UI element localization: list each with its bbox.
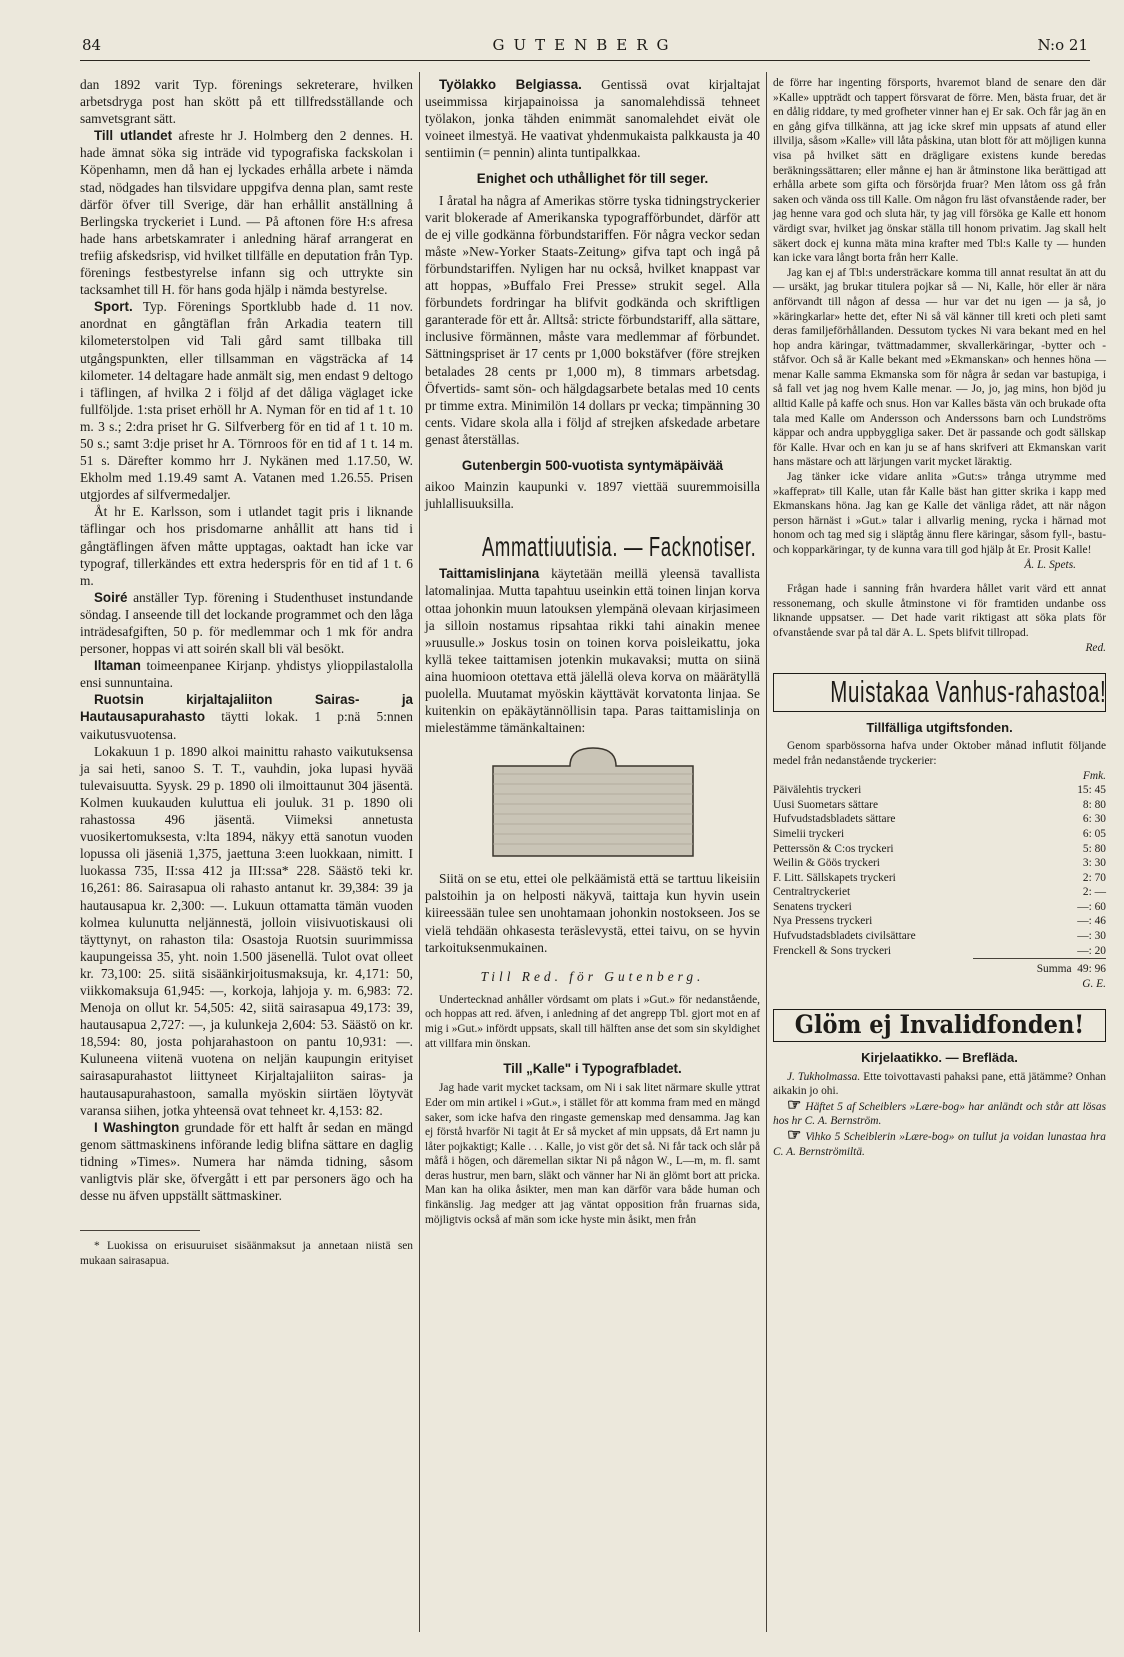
fund-amount: —: 30: [1077, 930, 1106, 943]
editor-signature: Red.: [1085, 641, 1106, 654]
article-heading: Sport.: [94, 299, 133, 315]
column-rule: [766, 72, 767, 1632]
fund-row: [773, 842, 1106, 857]
letterbox-heading: Kirjelaatikko. — Brefläda.: [861, 1050, 1018, 1066]
article-text: Työlakko Belgiassa. Gentissä ovat kirjaltajat useimmissa kirjapainoissa ja sanomalehdissä tehneet työlakon, jonka tähden enimmät sanomalehdet eivät ole voineet ilmestyä. He vaativat yhdenmukaista palkkausta ja 40 sentiimin (= pennin) alinta tuntipalkkaa.: [425, 77, 760, 161]
fund-row: [773, 798, 1106, 813]
column-rule: [419, 72, 420, 1632]
article-heading: Ruotsin kirjaltajaliiton Sairas- ja Hautausapurahasto: [80, 692, 413, 725]
fund-name: Centraltryckeriet: [773, 886, 851, 899]
fund-name: Weilin & Göös tryckeri: [773, 857, 880, 870]
article-text: Till utlandet afreste hr J. Holmberg den 2 dennes. H. hade ämnat söka sig inträde vid typografiska fackskolan i Köpenhamn, men då han ej lyckades erhålla arbete i nämda stad, nödgades han tilsvidare uppgifva denna plan, samt reste därför öfver till Sverige, där han erhållit anställning å Berlingska tryckeriet i Lund. — På aftonen före H:s afresa hade hans arbetskamrater i anledning häraf arrangerat en trefiig afskedsrisp, vid hvilket tillfälle en deputation från Typ. förenings festbestyrelse infann sig och uttrykte sin tacksamhet till H. för hans goda hjälp i nämda bestyrelse.: [80, 128, 413, 298]
fund-name: Uusi Suometars sättare: [773, 798, 879, 811]
fund-unit: Fmk.: [1082, 769, 1106, 782]
fund-amount: —: 60: [1077, 900, 1106, 913]
article-text: Siitä on se etu, ettei ole pelkäämistä että se tarttuu likeisiin palstoihin ja on helposti näkyvä, taittaja kun hyvin usein kiireessään tulee sen unohtamaan johonkin nostokseen. Jos se vielä tehdään ohkasesta teräslevystä, ettei taivu, on se hyvin tarkoituksenmukainen.: [425, 871, 760, 955]
fund-name: Frenckell & Sons tryckeri: [773, 944, 891, 957]
fund-intro: Genom sparbössorna hafva under Oktober månad influtit följande medel från nedanstående tryckerier:: [773, 740, 1106, 767]
article-heading: Enighet och uthållighet för till seger.: [476, 171, 709, 187]
fund-amount: 8: 80: [1082, 798, 1106, 811]
fund-row: [773, 871, 1106, 886]
article-text: Lokakuun 1 p. 1890 alkoi mainittu rahasto vaikutuksensa ja sai heti, sanoo S. T. T., vauhdin, joka lupasi hyvää tulevaisuutta. Syysk. 29 p. 1890 oli ilmoittaunut 304 jäsentä. Kolmen kuukauden kuluttua eli jouluk. 31 p. 1890 oli rahastossa 496 jäsentä. Viimeksi annetusta vuosikertomuksesta, v:lta 1894, näkyy että sanotun vuoden lopussa oli jäseniä 1,375, jaettuna 3:een luokkaan, nimitt. I luokassa 735, II:ssa 412 ja III:ssa* 228. Säästö teki kr. 16,261: 86. Sairasapua oli rahasto antanut kr. 39,384: 39 ja hautausapua kr. 2,300: —. Lukuun ottamatta tämän vuoden kolmea kulunutta neljännestä, jolloin viisivuotiskausi oli täyttynyt, on rahaston tila: Osastoja Ruotsin suurimmissa kaupungeissa 35, yht. noin 1.500 jäsenellä. Tulot ovat olleet kr. 73,100: 25. siitä sisäänkirjoitusmaksuja, kr. 4,171: 50, viikkomaksuja 61,945: —, korkoja, lahjoja y. m. 6,983: 72. Menoja on ollut kr. 54,505: 42, siitä sairasapua 49,173: 39, hautausapua 2,727: —, ja kulunkeja 2,604: 53. Säästö on kr. 18,594: 80, josta pohjarahastoon on pantu 10,931: —. Kuluneena viitenä vuotena on neljän kaupungin erityiset sairasapurahastot liittyneet Kirjaltajaliiton sairas- ja hautausapurahastoon, samalla myöskin siirtäen löytyvät varansa siihen, jotka yhteensä ovat tehneet kr. 4,153: 82.: [80, 743, 413, 1118]
fund-amount: —: 20: [1077, 944, 1106, 957]
fund-amount: 15: 45: [1077, 784, 1106, 797]
editor-note: Frågan hade i sanning från hvardera hållet varit värd ett annat ressonemang, och skulle åtminstone vi för framtiden undanbe oss liknande uppsatser. — Det hade varit riktigast att söka plats för ofvanstående svar på tal där A. L. Spets blifvit tillropad.: [773, 583, 1106, 639]
letter-heading: Till Red. för Gutenberg.: [480, 968, 705, 984]
fund-name: Nya Pressens tryckeri: [773, 915, 873, 928]
letter-text: Undertecknad anhåller vördsamt om plats i »Gut.» för nedanstående, och hoppas att red. äfven, i anledning af det angrepp Tbl. gjort mot en af mig i »Gut.» infördt uppsats, skall till hälften anse det som sin skyldighet att villfara min önskan.: [425, 993, 760, 1050]
column-2: [425, 76, 760, 1227]
article-text: Ruotsin kirjaltajaliiton Sairas- ja Hautausapurahasto täytti lokak. 1 p:nä 5:nnen vaikutusvuotensa.: [80, 692, 413, 742]
advertisement-text: Glöm ej Invalidfonden!: [794, 1010, 1085, 1040]
article-text: I Washington grundade för ett halft år sedan en mängd genom sättmaskinens införande ledig blifna sättare en daglig tidning »Times». Numera har nämda tidning, såsom vanligtvis plär ske, öfvergått i ett par personers ägo och ha desse nu äfven uppställt sättmaskiner.: [80, 1119, 413, 1204]
fund-amount: 6: 30: [1082, 813, 1106, 826]
article-heading: Taittamislinjana: [439, 566, 540, 582]
fund-heading: Tillfälliga utgiftsfonden.: [866, 719, 1013, 735]
article-heading: Gutenbergin 500-vuotista syntymäpäivää: [461, 457, 724, 473]
fund-table: [773, 783, 1106, 958]
issue-number: N:o 21: [1037, 36, 1088, 54]
taittamislinja-diagram: [488, 744, 698, 862]
article-text: I åratal ha några af Amerikas större tyska tidningstryckerier varit blokerade af Amerikanska typografförbundet, därför att de ej ville godkänna förbundstariffen. För några veckor sedan måste »New-Yorker Staats-Zeitung» gifva tapt och ingå på förbundstariffen. Nyligen har nu också, hvilket knappast var att hoppas, »Buffalo Frei Presse» strukit segel. Alla förbundets fordringar ha blifvit godkända och skriftligen garanterade för ett år. Alltså: stricte förbundstariff, alla sättare, inclusive förmännen, måste vara medlemmar af förbundet. Sättningspriset är 17 cents pr 1,000 bokstäfver (före strejken betalades 28 cents pr 1,000 m), 8 timmars arbetsdag. Öfvertids- samt sön- och hälgdagsarbete betalas med 10 cents pr timme extra. Minimilön 14 dollars pr vecka; timpänning 30 cents. Vidare skola alla i följd af strejken afskedade arbetare genast återställas.: [425, 192, 760, 447]
article-text: dan 1892 varit Typ. förenings sekreterare, hvilken arbetsdryga post han skött på ett tillfredsställande och samvetsgrant sätt.: [80, 77, 413, 127]
fund-name: Hufvudstadsbladets civilsättare: [773, 930, 916, 943]
fund-row: [773, 856, 1106, 871]
fund-row: [773, 944, 1106, 959]
notice: ☞ Häftet 5 af Scheiblers »Lære-bog» har anländt och står att lösas hos hr C. A. Bernström.: [773, 1096, 1106, 1128]
page-header: [80, 34, 1090, 61]
fund-signature: G. E.: [1082, 977, 1106, 990]
letter-text: Jag kan ej af Tbl:s understräckare komma till annat resultat än att du — ursäkt, jag brukar titulera pojkar så — Ni, Kalle, hör eller är nära anförvandt till någon af dessa — hur var det nu igen — ja så, jo »käringkarlar» hette det, efter Ni så väl känner till kreti och pleti samt deras familjeförhållanden. Dessutom tyckes Ni vara bekant med en hel hop andra käringar, tvättmadammer, skvallerkäringar, -bytter och -ståfvor. Och så är Kalle bekant med »Ekmanskan» och hennes höna — menar Kalle samma Ekmanska som för några år sedan var bastupiga, i så fall vet jag nog hvem Kalle menar. — Jo, jo, jag mins, hon bjöd ju alltid Kalle på kaffe och snus. Hon var Kalles bästa vän och brukade ofta tala med Kalle om Andersson och Anderssons barn och Lundströms käppar och andra uppbyggliga saker. Det är passande och godt sällskap för Kalle. Hvar och en kan ju se af hans skrifveri att Ekmanskan varit hans mästare och att lärjungen varit mycket läraktig.: [773, 266, 1106, 469]
fund-row: [773, 885, 1106, 900]
page-number: 84: [82, 36, 102, 54]
article-text: Åt hr E. Karlsson, som i utlandet tagit pris i liknande täflingar och hos prisdomarne anhållit att hans tid i gångtäflingen äfven måtte upptagas, oaktadt han icke var typograf, tillerkändes ett extra hederspris för en tid af 1 t. 6 m.: [80, 504, 413, 588]
column-3: [773, 76, 1106, 1159]
article-text: Sport. Typ. Förenings Sportklubb hade d. 11 nov. anordnat en gångtäflan från Arkadia teatern till kilometerstolpen vid Tali gård samt tillbaka till utgångspunkten, eller tillsamman en vägsträcka af 14 kilometer. 14 deltagare hade anmält sig, men endast 9 deltogo i täflingen, af hvilka 2 i följd af det dåliga väglaget icke fullföljde. 1:sta priset erhöll hr A. Nyman för en tid af 1 t. 10 m. 3 s.; 2:dra priset hr G. Silfverberg för en tid af 1 t. 10 m. 50 s.; samt 3:dje priset hr A. Törnroos för en tid af 1 t. 14 m. 51 s. Därefter kommo hrr J. Nykänen med 1.17.50, W. Ekholm med 1.19.49 samt A. Vatanen med 1.26.55. Prisen utgjordes af silfvermedaljer.: [80, 299, 413, 503]
fund-name: Petterssön & C:os tryckeri: [773, 842, 894, 855]
pointing-hand-icon: ☞: [787, 1096, 802, 1114]
fund-name: Hufvudstadsbladets sättare: [773, 813, 896, 826]
fund-name: Päivälehtis tryckeri: [773, 784, 862, 797]
article-text: Taittamislinjana käytetään meillä yleensä tavallista latomalinjaa. Mutta tapahtuu useinkin että toinen linjan korva ottaa johonkin muun latouksen ylempänä olevaan kirjasimeen ja silloin nostamus ripsahtaa rikki tahi ainakin menee »ruusulle.» Joskus tosin on toinen korva poisleikattu, joka kyllä tekee taittamisen jotenkin mukavaksi; mutta on siinä aina huomioon otettava että jälellä oleva korva on määrätyllä puolella. Muutamat myöskin käyttävät korvatonta linjaa. Se kuitenkin on epäkäytännöllisin tapa. Paras taittamislinja on mielestämme tämänkaltainen:: [425, 566, 760, 736]
pointing-hand-icon: ☞: [787, 1127, 802, 1144]
letter-text: Jag tänker icke vidare anlita »Gut:s» trånga utrymme med »kaffeprat» till Kalle, utan får Kalle bäst han gitter skrika i kapp med Ekmanskans höna. Jag kan ge Kalle det vänliga rådet, att när någon person härnäst i »Gut.» talar i allvarlig mening, rycka i härnad mot honom och tag med sig i släptåg ännu flere käringar, såsom fyll-, bastu- och kopparkäringar, ty de kunna vara till god hjälp åt Er. Prosit Kalle!: [773, 471, 1106, 556]
fund-name: Senatens tryckeri: [773, 900, 852, 913]
column-1: [80, 76, 413, 1268]
article-text: Soiré anställer Typ. förening i Studenthuset instundande söndag. I anseende till det lockande programmet och den låga inträdesafgiften, 50 p. för medlemmar och 1 mk för andra personer, hoppas vi att soirén skall bli väl besökt.: [80, 589, 413, 657]
fund-row: [773, 914, 1106, 929]
fund-row: [773, 900, 1106, 915]
fund-row: [773, 827, 1106, 842]
letter-text: Jag hade varit mycket tacksam, om Ni i sak litet närmare skulle yttrat Eder om min artikel i »Gut.», i stället för att komma fram med en mängd saker, som icke hafva den ringaste gemenskap med densamma. Jag kan ej förstå hvarför Ni tagit åt Er så mycket af min uppsats, då Ert namn ju låter pojkaktigt; Kalle . . . Kalle, jo vist gör det så. Ni får tack och slår på måfå i högen, och däremellan siktar Ni på någon W., L—m, m. fl. samt deras hustrur, men barn, släkt och vänner har Ni än glömt bort att pricka. Man kan ha olika åsikter, men man kan därför vara både human och finkänslig. Jag medger att jag väntat opposition från fruarnas sida, möjligtvis också af män som icke hyste min åsikt, men från: [425, 1082, 760, 1226]
fund-row: [773, 783, 1106, 798]
article-heading: Till utlandet: [94, 128, 173, 144]
fund-amount: 2: 70: [1082, 871, 1106, 884]
fund-name: F. Litt. Sällskapets tryckeri: [773, 871, 896, 884]
article-text: aikoo Mainzin kaupunki v. 1897 viettää suuremmoisilla juhlallisuuksilla.: [425, 479, 760, 512]
fund-amount: —: 46: [1077, 915, 1106, 928]
advertisement-text: Muistakaa Vanhus-rahastoa!: [830, 674, 1107, 710]
footnote: * Luokissa on erisuuruiset sisäänmaksut ja annetaan niistä sen mukaan sairasapua.: [80, 1240, 413, 1267]
signature: Å. L. Spets.: [1024, 558, 1076, 571]
article-heading: Soiré: [94, 589, 128, 605]
article-heading: Till „Kalle" i Typografbladet.: [503, 1061, 682, 1077]
article-heading: I Washington: [94, 1119, 180, 1135]
fund-amount: 6: 05: [1082, 827, 1106, 840]
fund-row: [773, 812, 1106, 827]
masthead-title: GUTENBERG: [492, 36, 678, 54]
advertisement-box: [773, 1009, 1106, 1042]
notice: ☞ Vihko 5 Scheiblerin »Lære-bog» on tullut ja voidan lunastaa hra C. A. Bernströmiltä.: [773, 1127, 1106, 1158]
letterbox-text: J. Tukholmassa. Ette toivottavasti pahaksi pane, että jätämme? Onhan aikakin jo ohi.: [773, 1070, 1106, 1098]
fund-amount: 3: 30: [1082, 857, 1106, 870]
section-heading: Ammattiuutisia. — Facknotiser.: [481, 531, 757, 563]
footnote-rule: [80, 1230, 200, 1231]
letter-text: de förre har ingenting försports, hvaremot bland de senare den där »Kalle» uppträdt och tappert försvarat de förre. Men, bästa fruar, det är en dålig riddare, ty med grofheter vinner han ej Er sak. Och får jag än en en gång gifva tillkänna, att jag icke skref min uppsats af atund eller illvilja, såsom »Kalle» vill låta påskina, utan blott för att möjligen kunna visa på hvilket sätt en drägligare existens kunde beredas beräkningssättaren; eller månne ej han är åtminstone lika berättigad att erhålla arbete som gifta och försörjda fruar? Men låtom oss gå från saken och vända oss till Kalle. Om någon fru läst ofvanstående rader, ber jag henne vara god och sluta här, ty jag vill försöka ge Kalle ett honom värdigt svar, hvilket jag önskar ställa till honom privatim. Jag skall helt säkert dock ej kunna mäta mina krafter med Tbl:s Kalle ty — hunden kan icke vara långt borta från herr Kalle.: [773, 77, 1106, 265]
advertisement-box: [773, 673, 1106, 712]
article-text: Iltaman toimeenpanee Kirjanp. yhdistys ylioppilastalolla ensi sunnuntaina.: [80, 658, 413, 691]
fund-sum: Summa 49: 96: [973, 958, 1106, 977]
fund-amount: 2: —: [1082, 886, 1106, 899]
fund-amount: 5: 80: [1082, 842, 1106, 855]
fund-name: Simelii tryckeri: [773, 827, 845, 840]
article-heading: Työlakko Belgiassa.: [439, 77, 582, 92]
fund-row: [773, 929, 1106, 944]
article-heading: Iltaman: [94, 658, 141, 674]
